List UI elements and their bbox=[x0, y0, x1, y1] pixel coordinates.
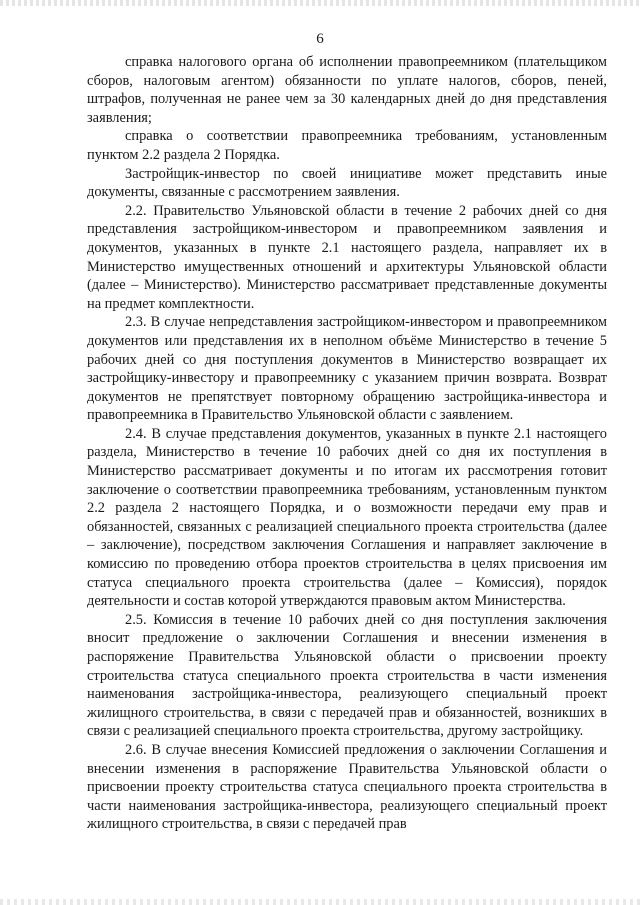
paragraph-tax-certificate: справка налогового органа об исполнении правопреемником (плательщиком сборов, налоговым агентом) обязанности по уплате налогов, сборов, пеней, штрафов, полученная не ранее чем за 30 календарных дней до дня представления заявления; bbox=[87, 54, 607, 126]
paragraph-clause-2-6: 2.6. В случае внесения Комиссией предложения о заключении Соглашения и внесении изменения в распоряжение Правительства Ульяновской области о присвоении проекту строительства статуса специального проекта строительства в части наименования застройщика-инвестора, реализующего специальный проект жилищного строительства, в связи с передачей прав bbox=[87, 741, 607, 833]
scan-bottom-edge bbox=[0, 899, 640, 905]
page-number: 6 bbox=[316, 31, 324, 47]
scan-top-edge bbox=[0, 0, 640, 6]
paragraph-clause-2-2: 2.2. Правительство Ульяновской области в течение 2 рабочих дней со дня представления застройщиком-инвестором и правопреемником заявления и документов, указанных в пункте 2.1 настоящего раздела, направляет их в Министерство имущественных отношений и архитектуры Ульяновской области (далее – Министерство). Министерство рассматривает представленные документы на предмет комплектности. bbox=[87, 202, 607, 312]
paragraph-optional-documents: Застройщик-инвестор по своей инициативе может представить иные документы, связанные с рассмотрением заявления. bbox=[87, 165, 607, 201]
paragraph-clause-2-3: 2.3. В случае непредставления застройщиком-инвестором и правопреемником документов или представления их в неполном объёме Министерство в течение 5 рабочих дней со дня поступления документов в Министерство возвращает их застройщику-инвестору и правопреемнику с указанием причин возврата. Возврат документов не препятствует повторному обращению застройщика-инвестора и правопреемника в Правительство Ульяновской области с заявлением. bbox=[87, 314, 607, 424]
paragraph-compliance-certificate: справка о соответствии правопреемника требованиям, установленным пунктом 2.2 раздела 2 Порядка. bbox=[87, 128, 607, 163]
paragraph-clause-2-4: 2.4. В случае представления документов, указанных в пункте 2.1 настоящего раздела, Министерство в течение 10 рабочих дней со дня их поступления в Министерство рассматривает документы и по итогам их рассмотрения готовит заключение о соответствии правопреемника требованиям, установленным пунктом 2.2 раздела 2 настоящего Порядка, и о возможности передачи ему прав и обязанностей, связанных с реализацией специального проекта строительства (далее – заключение), посредством заключения Соглашения и направляет заключение в комиссию по проведению отбора проектов строительства в целях присвоения им статуса специального проекта строительства (далее – Комиссия), порядок деятельности и состав которой утверждаются правовым актом Министерства. bbox=[87, 425, 607, 610]
paragraph-clause-2-5: 2.5. Комиссия в течение 10 рабочих дней со дня поступления заключения вносит предложение о заключении Соглашения и внесении изменения в распоряжение Правительства Ульяновской области о присвоении проекту строительства статуса специального проекта строительства в части изменения наименования застройщика-инвестора, реализующего специальный проект жилищного строительства, в связи с передачей прав и обязанностей, возникших в связи с реализацией специального проекта строительства, другому застройщику. bbox=[87, 611, 607, 740]
document-body bbox=[87, 53, 607, 834]
